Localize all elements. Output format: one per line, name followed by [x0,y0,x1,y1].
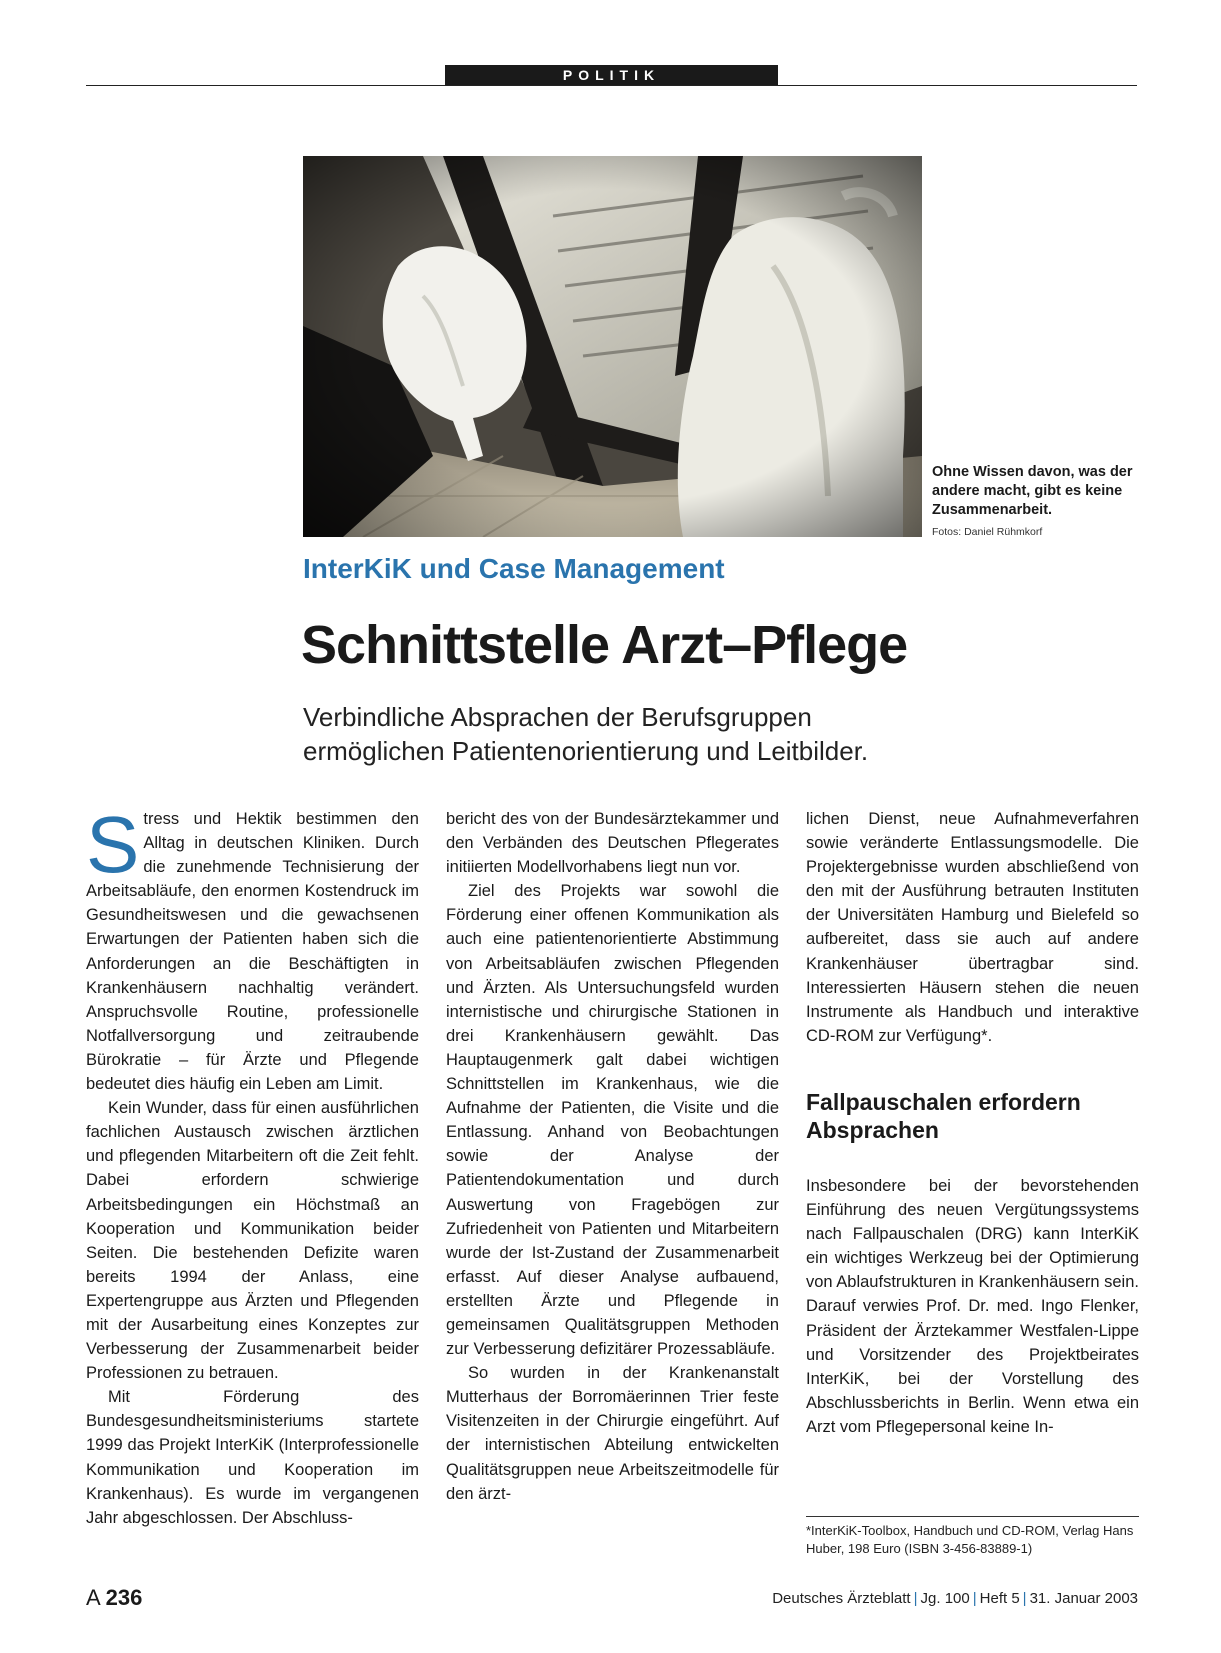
deck-line-1: Verbindliche Absprachen der Berufsgruppen [303,702,812,732]
footer-separator: | [1022,1590,1027,1607]
body-column-2 [446,807,779,1506]
photo-credit: Fotos: Daniel Rühmkorf [932,526,1043,538]
deck-line-2: ermöglichen Patientenorientierung und Leitbilder. [303,736,869,766]
header-rule [86,85,1137,86]
footer-separator: | [972,1590,977,1607]
journal-volume: Jg. 100 [920,1590,970,1607]
subheading: Fallpauschalen erfordern Absprachen [806,1088,1081,1143]
journal-issue: Heft 5 [979,1590,1020,1607]
article-headline: Schnittstelle Arzt–Pflege [301,615,908,675]
footer-citation [772,1590,1138,1607]
page-number [86,1585,142,1611]
body-column-3 [806,807,1139,1439]
paragraph-text: tress und Hektik bestimmen den Alltag in deutschen Kliniken. Durch die zunehmende Technisierung der Arbeitsabläufe, den enormen Kostendruck im Gesundheitswesen und die gewachsenen Erwartungen der Patienten haben sich die Anforderungen an die Beschäftigten in Krankenhäusern nachhaltig verändert. Anspruchsvolle Routine, professionelle Notfallversorgung und zeitraubende Bürokratie – für Ärzte und Pflegende bedeutet dies häufig ein Leben am Limit. [86,810,419,1094]
paragraph: Ziel des Projekts war sowohl die Förderung einer offenen Kommunikation als auch eine patientenorientierte Abstimmung von Arbeitsabläufen zwischen Pflegenden und Ärzten. Als Untersuchungsfeld wurden internistische und chirurgische Stationen in drei Krankenhäusern gewählt. Das Hauptaugenmerk galt dabei wichtigen Schnittstellen im Krankenhaus, wie die Aufnahme der Patienten, die Visite und die Entlassung. Anhand von Beobachtungen sowie der Analyse der Patientendokumentation und durch Auswertung von Fragebögen zur Zufriedenheit von Patienten und Mitarbeitern wurde der Ist-Zustand der Zusammenarbeit erfasst. Auf dieser Analyse aufbauend, erstellten Ärzte und Pflegende in gemeinsamen Qualitätsgruppen Methoden zur Verbesserung defizitärer Prozessabläufe. [446,882,779,1359]
article-deck [303,700,1003,768]
paragraph: bericht des von der Bundesärztekammer und den Verbänden des Deutschen Pflegerates initiierten Modellvorhabens liegt nun vor. [446,810,779,877]
paragraph: lichen Dienst, neue Aufnahmeverfahren sowie veränderte Entlassungsmodelle. Die Projektergebnisse wurden abschließend von den mit der Ausführung betrauten Instituten der Universitäten Hamburg und Bielefeld so aufbereitet, dass sie auch auf andere Krankenhäuser übertragbar sind. Interessierten Häusern stehen die neuen Instrumente als Handbuch und interaktive CD-ROM zur Verfügung*. [806,810,1139,1045]
journal-name: Deutsches Ärzteblatt [772,1590,911,1607]
paragraph: Kein Wunder, dass für einen ausführlichen fachlichen Austausch zwischen ärztlichen und pflegenden Mitarbeitern oft die Zeit fehlt. Dabei erfordern schwierige Arbeitsbedingungen ein Höchstmaß an Kooperation und Kommunikation beider Seiten. Die bestehenden Defizite waren bereits 1994 der Anlass, eine Expertengruppe aus Ärzten und Pflegenden mit der Ausarbeitung eines Konzeptes zur Verbesserung der Zusammenarbeit beider Professionen zu betrauen. [86,1099,419,1383]
journal-date: 31. Januar 2003 [1029,1590,1138,1607]
paragraph: So wurden in der Krankenanstalt Mutterhaus der Borromäerinnen Trier feste Visitenzeiten in der Chirurgie eingeführt. Auf der internistischen Abteilung entwickelten Qualitätsgruppen neue Arbeitszeitmodelle für den ärzt- [446,1364,779,1503]
page-number-value: 236 [105,1585,143,1610]
footnote: *InterKiK-Toolbox, Handbuch und CD-ROM, Verlag Hans Huber, 198 Euro (ISBN 3-456-83889-1) [806,1523,1134,1556]
page-prefix: A [86,1585,100,1610]
paragraph [86,800,419,1096]
paragraph: Mit Förderung des Bundesgesundheitsministeriums startete 1999 das Projekt InterKiK (Interprofessionelle Kommunikation und Kooperation im Krankenhaus). Es wurde im vergangenen Jahr abgeschlossen. Der Abschluss- [86,1388,419,1527]
article-photo [303,156,922,537]
footer-separator: | [913,1590,918,1607]
drop-cap: S [86,800,140,889]
paragraph: Insbesondere bei der bevorstehenden Einführung des neuen Vergütungssystems nach Fallpauschalen (DRG) kann InterKiK ein wichtiges Werkzeug bei der Optimierung von Ablaufstrukturen in Krankenhäusern sein. Darauf verwies Prof. Dr. med. Ingo Flenker, Präsident der Ärztekammer Westfalen-Lippe und Vorsitzender des Projektbeirates InterKiK, bei der Vorstellung des Abschlussberichts in Berlin. Wenn etwa ein Arzt vom Pflegepersonal keine In- [806,1176,1139,1436]
section-label: POLITIK [445,65,778,85]
footnote-rule [806,1516,1139,1517]
photo-caption: Ohne Wissen davon, was der andere macht, gibt es keine Zusammenarbeit. [932,464,1133,518]
body-column-1 [86,800,419,1530]
article-kicker: InterKiK und Case Management [303,553,725,584]
